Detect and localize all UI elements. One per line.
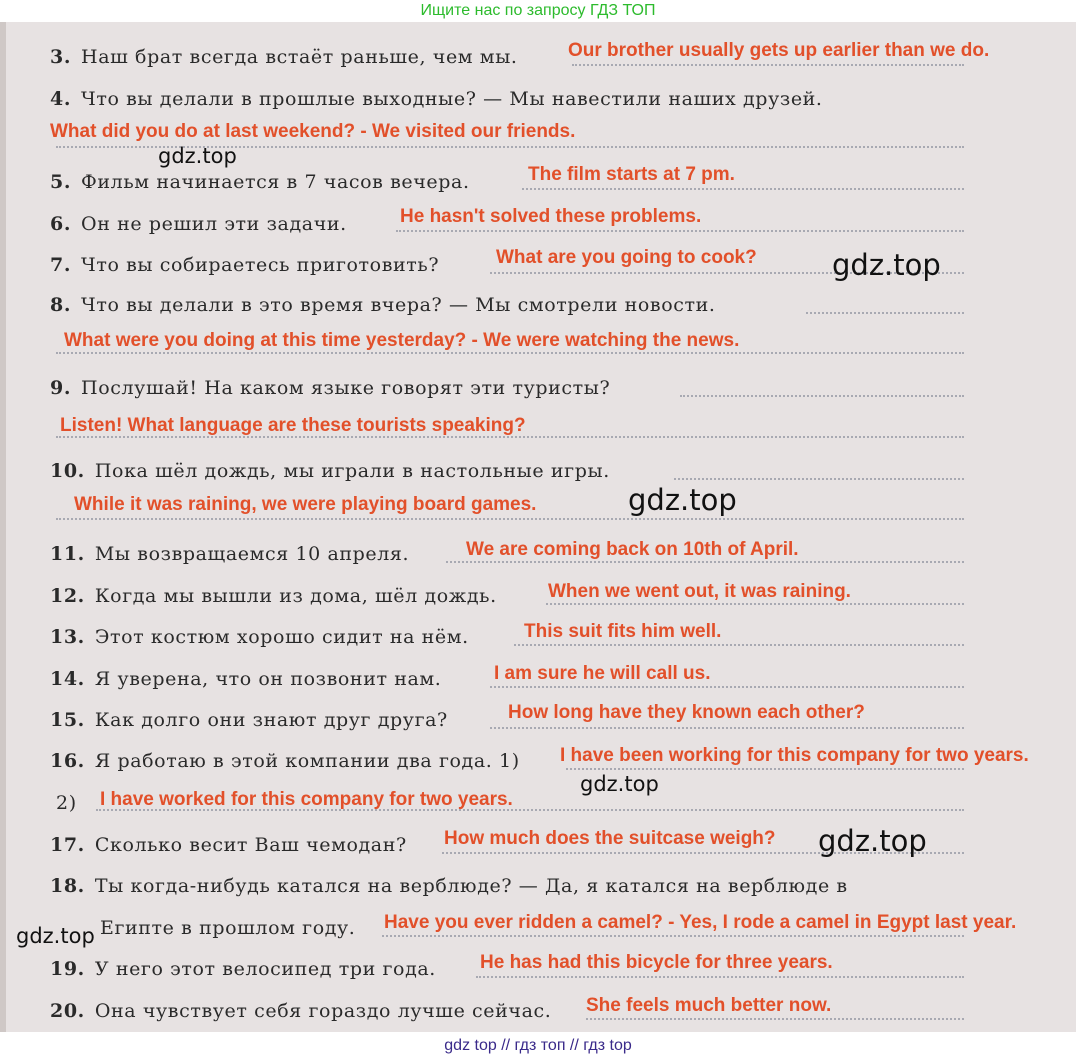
answer-6: He hasn't solved these problems. [400, 206, 702, 227]
russian-sentence: Ты когда-нибудь катался на верблюде? — Да, я катался на верблюде в [94, 875, 848, 897]
answer-15: How long have they known each other? [508, 702, 865, 723]
russian-sentence: Она чувствует себя гораздо лучше сейчас. [94, 1000, 552, 1022]
answer-3: Our brother usually gets up earlier than we do. [568, 40, 990, 61]
exercise-4 [50, 88, 823, 110]
russian-sentence: Я работаю в этой компании два года. 1) [94, 750, 520, 772]
answer-4: What did you do at last weekend? - We visited our friends. [50, 121, 576, 142]
exercise-5 [50, 171, 470, 193]
exercise-number: 7. [50, 254, 72, 276]
answer-line [396, 230, 964, 232]
exercise-7 [50, 254, 439, 276]
answer-8: What were you doing at this time yesterday? - We were watching the news. [64, 330, 740, 351]
russian-sentence: Мы возвращаемся 10 апреля. [94, 543, 410, 565]
exercise-8 [50, 294, 716, 316]
russian-sentence: Послушай! На каком языке говорят эти туристы? [81, 377, 611, 399]
exercise-14 [50, 668, 441, 690]
exercise-number: 18. [50, 875, 85, 897]
russian-sentence: Что вы собираетесь приготовить? [81, 254, 440, 276]
answer-line [382, 935, 964, 937]
answer-line [476, 976, 964, 978]
exercise-number: 11. [50, 543, 85, 565]
watermark: gdz.top [158, 144, 237, 168]
answer-line [514, 644, 964, 646]
exercise-11 [50, 543, 409, 565]
footer-links: gdz top // гдз топ // гдз top [444, 1037, 632, 1054]
search-hint-header: Ищите нас по запросу ГДЗ ТОП [420, 2, 656, 19]
answer-20: She feels much better now. [586, 995, 832, 1016]
exercise-number: 9. [50, 377, 72, 399]
russian-sentence: Наш брат всегда встаёт раньше, чем мы. [81, 46, 518, 68]
exercise-15 [50, 709, 448, 731]
russian-sentence: Пока шёл дождь, мы играли в настольные игры. [94, 460, 610, 482]
russian-sentence: Я уверена, что он позвонит нам. [94, 668, 442, 690]
exercise-12 [50, 585, 497, 607]
exercise-13 [50, 626, 469, 648]
answer-line [586, 1018, 964, 1020]
watermark: gdz.top [832, 248, 941, 282]
answer-7: What are you going to cook? [496, 247, 757, 268]
answer-17: How much does the suitcase weigh? [444, 828, 776, 849]
textbook-page [0, 22, 1076, 1032]
exercise-number: 16. [50, 750, 85, 772]
answer-11: We are coming back on 10th of April. [466, 539, 799, 560]
answer-line [806, 312, 964, 314]
watermark: gdz.top [580, 772, 659, 796]
answer-line [446, 561, 964, 563]
answer-line [522, 188, 964, 190]
exercise-3 [50, 46, 518, 68]
watermark: gdz.top [628, 483, 737, 517]
answer-16-1: I have been working for this company for two years. [560, 745, 1029, 766]
exercise-18-continuation: Египте в прошлом году. [100, 917, 356, 939]
answer-18: Have you ever ridden a camel? - Yes, I rode a camel in Egypt last year. [384, 912, 1017, 933]
answer-line [680, 395, 964, 397]
russian-sentence: Что вы делали в это время вчера? — Мы смотрели новости. [81, 294, 716, 316]
answer-10: While it was raining, we were playing board games. [74, 494, 537, 515]
answer-5: The film starts at 7 pm. [528, 164, 735, 185]
answer-line [572, 64, 964, 66]
exercise-number: 4. [50, 88, 72, 110]
answer-14: I am sure he will call us. [494, 663, 711, 684]
russian-sentence: Он не решил эти задачи. [81, 213, 347, 235]
exercise-20 [50, 1000, 551, 1022]
russian-sentence: Как долго они знают друг друга? [94, 709, 448, 731]
answer-line [56, 352, 964, 354]
exercise-number: 15. [50, 709, 85, 731]
russian-sentence: Когда мы вышли из дома, шёл дождь. [94, 585, 497, 607]
watermark: gdz.top [16, 924, 95, 948]
russian-sentence: У него этот велосипед три года. [94, 958, 436, 980]
exercise-number: 17. [50, 834, 85, 856]
answer-13: This suit fits him well. [524, 621, 722, 642]
answer-12: When we went out, it was raining. [548, 581, 851, 602]
exercise-number: 12. [50, 585, 85, 607]
exercise-number: 14. [50, 668, 85, 690]
exercise-19 [50, 958, 436, 980]
exercise-number: 20. [50, 1000, 85, 1022]
answer-line [674, 478, 964, 480]
answer-line [566, 768, 964, 770]
exercise-16-part-2: 2) [56, 792, 77, 814]
exercise-18 [50, 875, 848, 897]
answer-line [490, 727, 964, 729]
exercise-number: 8. [50, 294, 72, 316]
exercise-number: 10. [50, 460, 85, 482]
watermark: gdz.top [818, 824, 927, 858]
russian-sentence: Этот костюм хорошо сидит на нём. [94, 626, 469, 648]
russian-sentence: Фильм начинается в 7 часов вечера. [81, 171, 470, 193]
answer-16-2: I have worked for this company for two years. [100, 789, 513, 810]
exercise-number: 19. [50, 958, 85, 980]
exercise-10 [50, 460, 610, 482]
exercise-number: 5. [50, 171, 72, 193]
answer-line [56, 518, 964, 520]
exercise-number: 13. [50, 626, 85, 648]
exercise-number: 6. [50, 213, 72, 235]
exercise-6 [50, 213, 347, 235]
answer-19: He has had this bicycle for three years. [480, 952, 833, 973]
exercise-9 [50, 377, 610, 399]
answer-line [490, 686, 964, 688]
exercise-16 [50, 750, 520, 772]
exercise-17 [50, 834, 407, 856]
exercise-number: 3. [50, 46, 72, 68]
answer-9: Listen! What language are these tourists speaking? [60, 415, 526, 436]
answer-line [546, 603, 964, 605]
russian-sentence: Что вы делали в прошлые выходные? — Мы навестили наших друзей. [81, 88, 823, 110]
russian-sentence: Сколько весит Ваш чемодан? [94, 834, 407, 856]
